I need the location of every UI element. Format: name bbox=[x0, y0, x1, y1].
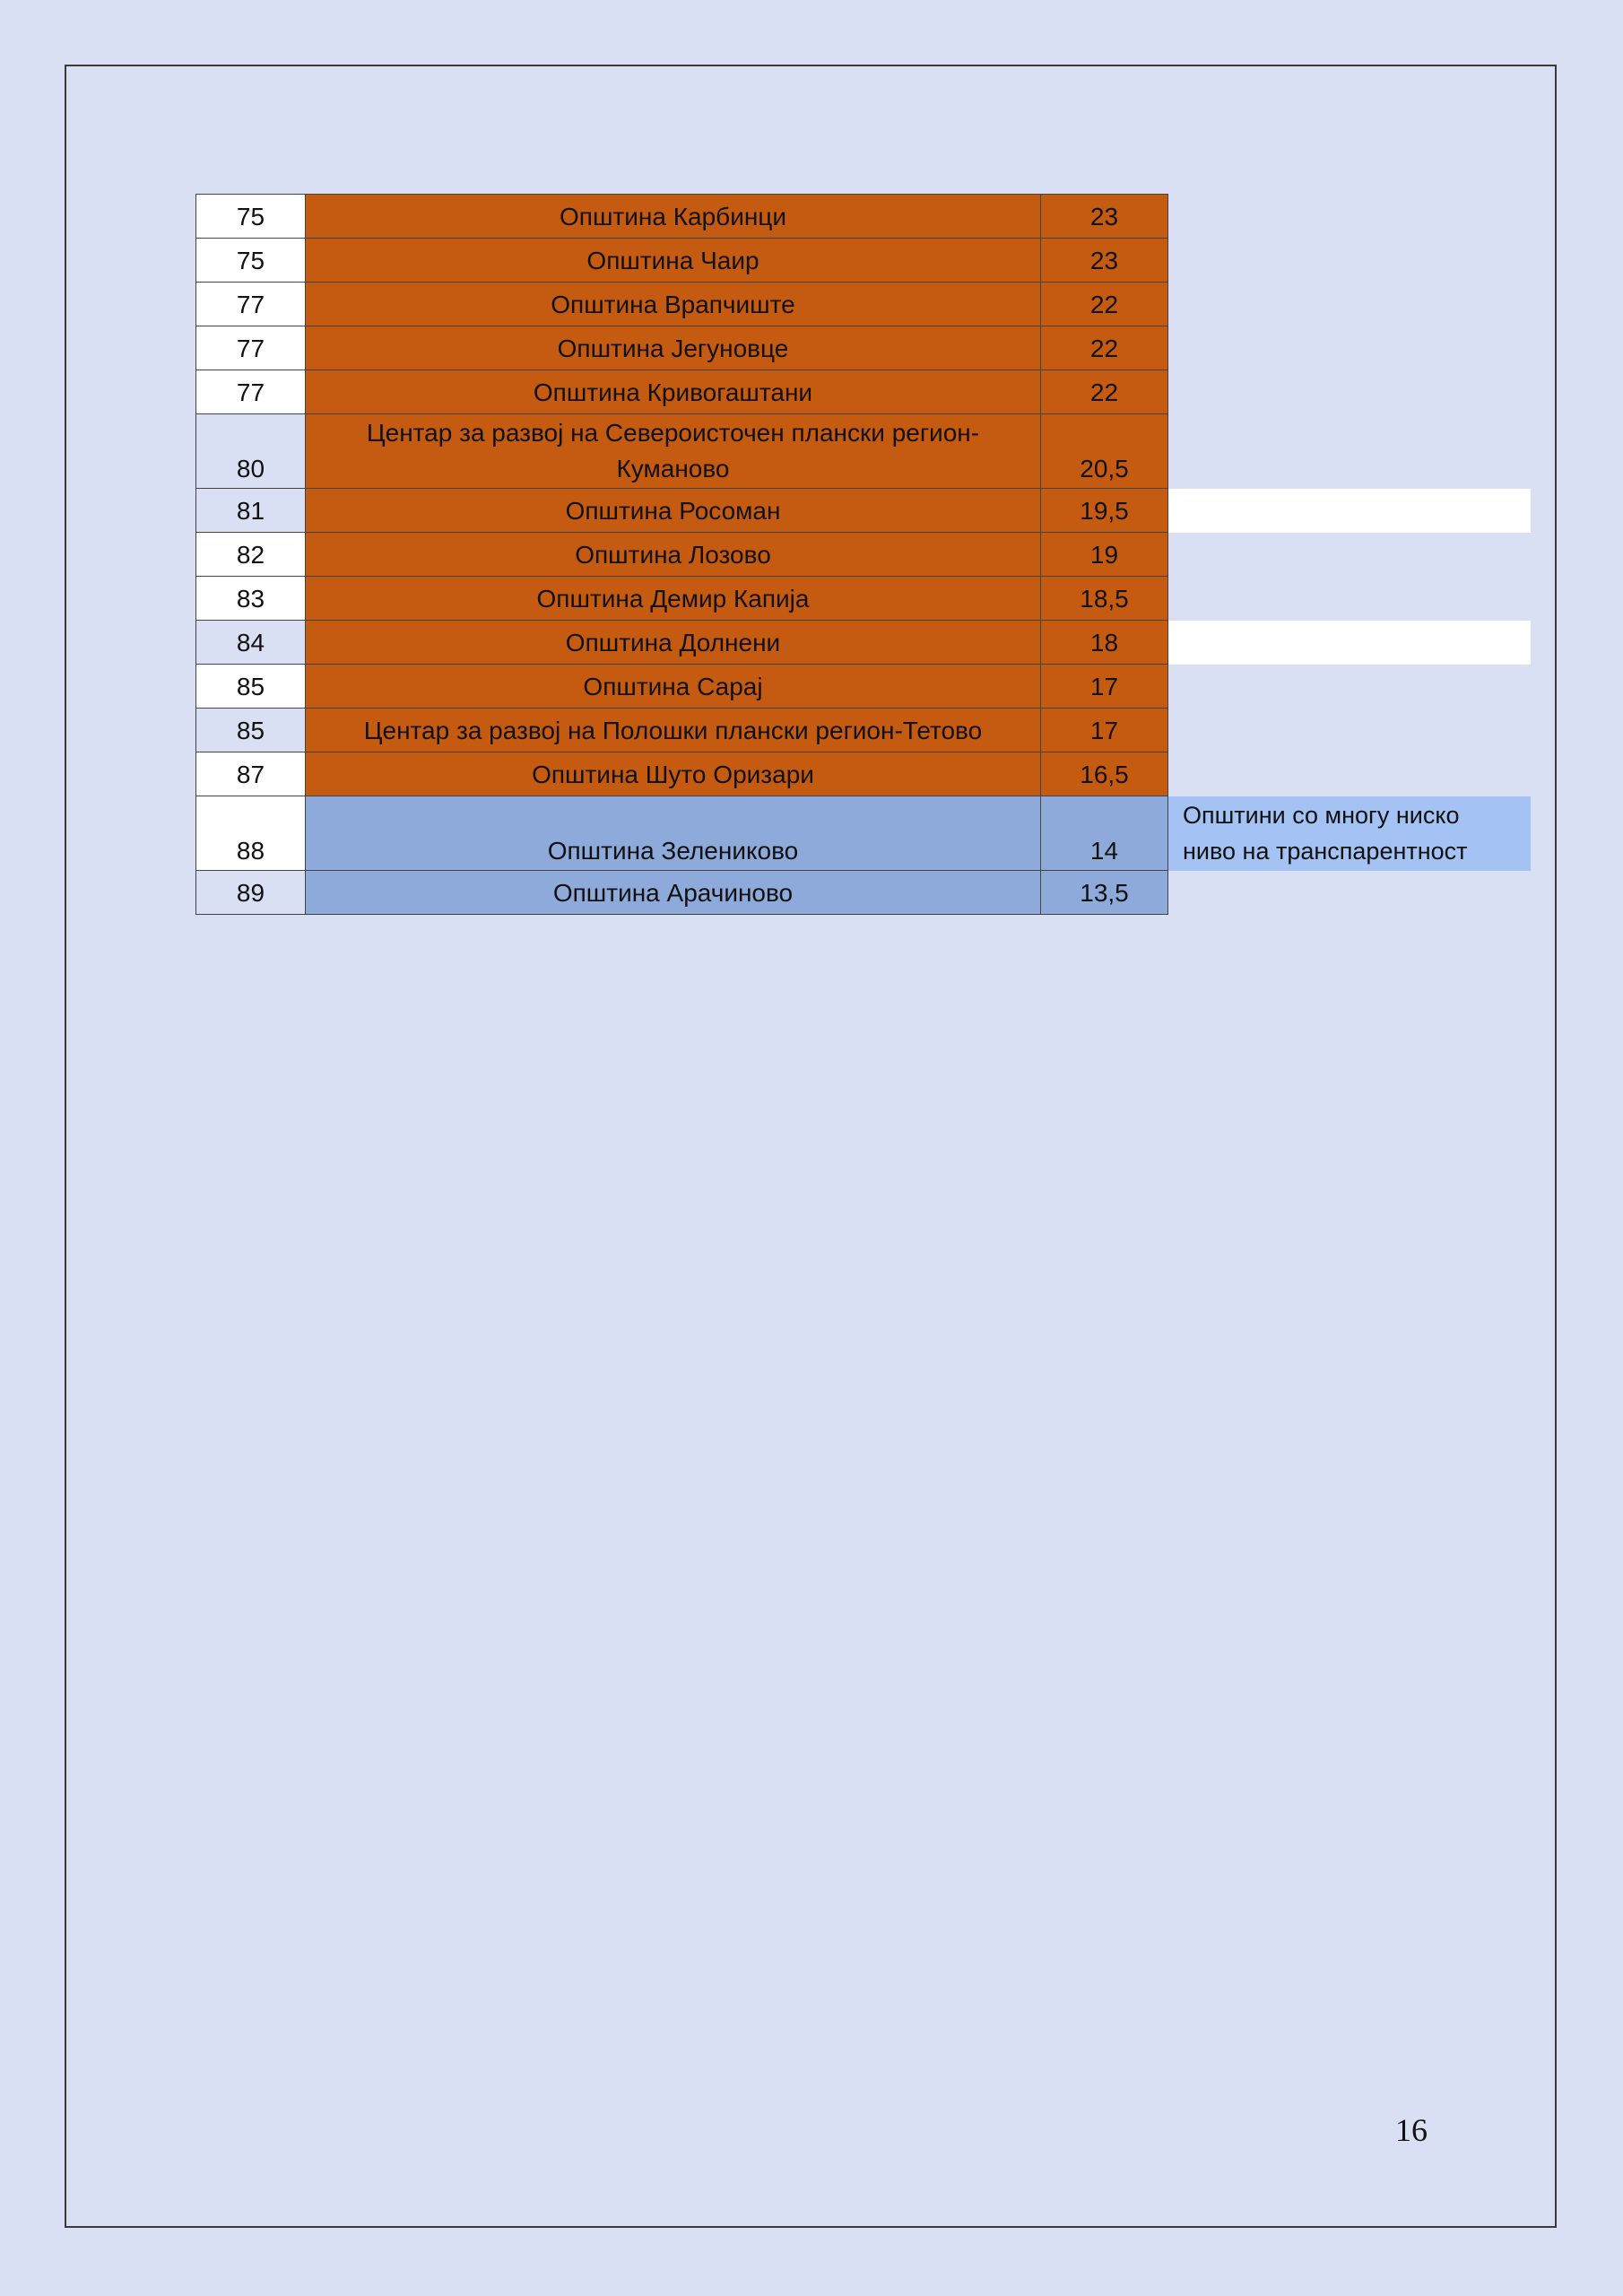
rank-cell: 75 bbox=[196, 195, 306, 239]
table-row bbox=[196, 871, 1531, 915]
rank-cell: 84 bbox=[196, 621, 306, 665]
institution-name-cell: Општина Демир Капија bbox=[306, 577, 1041, 621]
institution-name-line: Куманово bbox=[616, 455, 730, 483]
score-cell: 22 bbox=[1041, 326, 1168, 370]
score-cell: 23 bbox=[1041, 195, 1168, 239]
empty-note-cell bbox=[1168, 489, 1531, 533]
table-row bbox=[196, 665, 1531, 709]
institution-name-cell: Општина Врапчиште bbox=[306, 283, 1041, 326]
rank-cell: 81 bbox=[196, 489, 306, 533]
rank-cell: 85 bbox=[196, 665, 306, 709]
table-row bbox=[196, 489, 1531, 533]
rank-cell: 77 bbox=[196, 370, 306, 414]
score-cell: 17 bbox=[1041, 665, 1168, 709]
score-cell: 14 bbox=[1041, 796, 1168, 871]
table-row bbox=[196, 796, 1531, 871]
table-row bbox=[196, 414, 1531, 489]
institution-name-cell: Општина Лозово bbox=[306, 533, 1041, 577]
score-cell: 17 bbox=[1041, 709, 1168, 752]
table-row bbox=[196, 621, 1531, 665]
score-cell: 19 bbox=[1041, 533, 1168, 577]
empty-note-cell bbox=[1168, 752, 1531, 796]
page-number: 16 bbox=[1395, 2112, 1428, 2148]
institution-name-cell: Општина Карбинци bbox=[306, 195, 1041, 239]
institution-name-cell: Општина Сарај bbox=[306, 665, 1041, 709]
empty-note-cell bbox=[1168, 239, 1531, 283]
table-row bbox=[196, 370, 1531, 414]
rank-cell: 77 bbox=[196, 283, 306, 326]
institution-name-cell: Општина Кривогаштани bbox=[306, 370, 1041, 414]
institution-name-cell: Центар за развој на Полошки плански регион-Тетово bbox=[306, 709, 1041, 752]
empty-note-cell bbox=[1168, 533, 1531, 577]
table-row bbox=[196, 709, 1531, 752]
score-cell: 20,5 bbox=[1041, 414, 1168, 489]
score-cell: 18 bbox=[1041, 621, 1168, 665]
rank-cell: 85 bbox=[196, 709, 306, 752]
category-note-line: Општини со многу ниско bbox=[1183, 802, 1460, 829]
institution-name-cell: Општина Арачиново bbox=[306, 871, 1041, 915]
table-row bbox=[196, 533, 1531, 577]
empty-note-cell bbox=[1168, 871, 1531, 915]
rank-cell: 82 bbox=[196, 533, 306, 577]
score-cell: 19,5 bbox=[1041, 489, 1168, 533]
score-cell: 22 bbox=[1041, 283, 1168, 326]
institution-name-cell: Општина Зелениково bbox=[306, 796, 1041, 871]
empty-note-cell bbox=[1168, 414, 1531, 489]
institution-name-cell bbox=[306, 414, 1041, 489]
score-cell: 18,5 bbox=[1041, 577, 1168, 621]
table-row bbox=[196, 326, 1531, 370]
rank-cell: 83 bbox=[196, 577, 306, 621]
transparency-ranking-table bbox=[195, 194, 1531, 915]
institution-name-cell: Општина Долнени bbox=[306, 621, 1041, 665]
table-row bbox=[196, 239, 1531, 283]
category-note-line: ниво на транспарентност bbox=[1183, 838, 1468, 865]
rank-cell: 75 bbox=[196, 239, 306, 283]
score-cell: 23 bbox=[1041, 239, 1168, 283]
table-row bbox=[196, 195, 1531, 239]
table-row bbox=[196, 752, 1531, 796]
rank-cell: 80 bbox=[196, 414, 306, 489]
table-row bbox=[196, 283, 1531, 326]
category-note-cell bbox=[1168, 796, 1531, 871]
rank-cell: 88 bbox=[196, 796, 306, 871]
empty-note-cell bbox=[1168, 326, 1531, 370]
score-cell: 22 bbox=[1041, 370, 1168, 414]
institution-name-cell: Општина Јегуновце bbox=[306, 326, 1041, 370]
empty-note-cell bbox=[1168, 709, 1531, 752]
institution-name-cell: Општина Шуто Оризари bbox=[306, 752, 1041, 796]
empty-note-cell bbox=[1168, 621, 1531, 665]
institution-name-cell: Општина Росоман bbox=[306, 489, 1041, 533]
empty-note-cell bbox=[1168, 370, 1531, 414]
table-row bbox=[196, 577, 1531, 621]
empty-note-cell bbox=[1168, 195, 1531, 239]
institution-name-cell: Општина Чаир bbox=[306, 239, 1041, 283]
rank-cell: 77 bbox=[196, 326, 306, 370]
institution-name-line: Центар за развој на Североисточен плански регион- bbox=[366, 419, 980, 447]
score-cell: 16,5 bbox=[1041, 752, 1168, 796]
empty-note-cell bbox=[1168, 665, 1531, 709]
rank-cell: 87 bbox=[196, 752, 306, 796]
score-cell: 13,5 bbox=[1041, 871, 1168, 915]
rank-cell: 89 bbox=[196, 871, 306, 915]
empty-note-cell bbox=[1168, 577, 1531, 621]
empty-note-cell bbox=[1168, 283, 1531, 326]
